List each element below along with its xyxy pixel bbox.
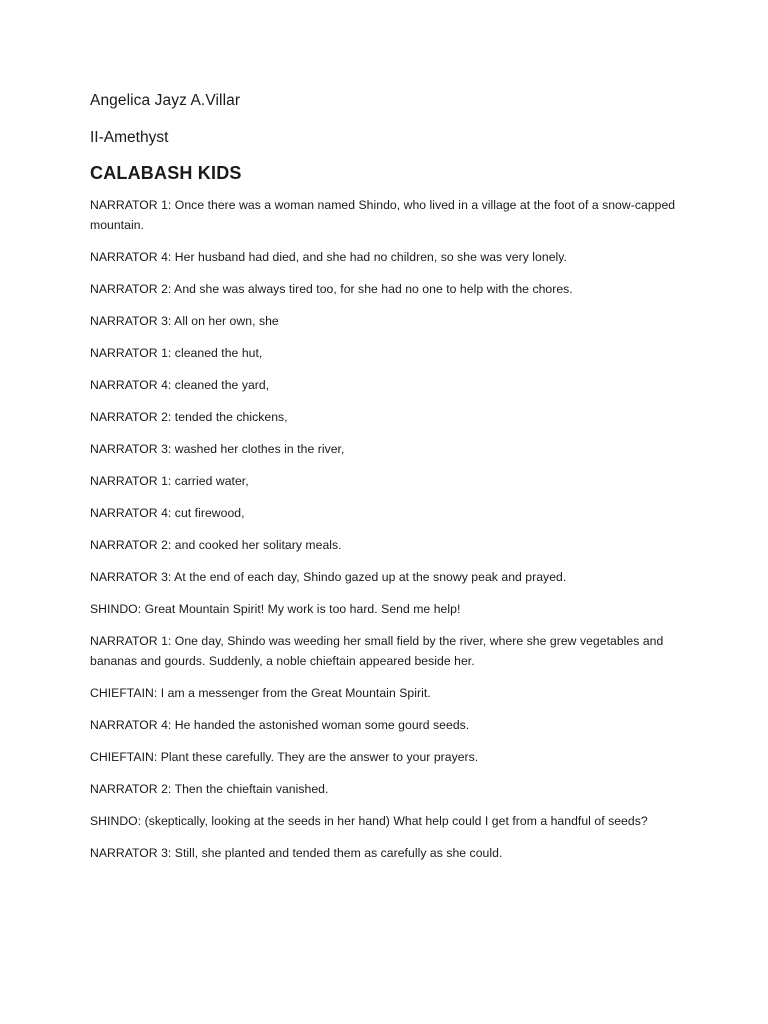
script-line [90, 567, 690, 587]
script-line [90, 747, 690, 767]
speaker-label: SHINDO: [90, 814, 142, 828]
script-line [90, 471, 690, 491]
speaker-label: NARRATOR 3: [90, 314, 172, 328]
line-text: Still, she planted and tended them as carefully as she could. [171, 846, 503, 860]
speaker-label: NARRATOR 4: [90, 506, 172, 520]
document-title: CALABASH KIDS [90, 163, 242, 183]
speaker-label: NARRATOR 1: [90, 634, 172, 648]
speaker-label: NARRATOR 1: [90, 198, 172, 212]
speaker-label: NARRATOR 1: [90, 346, 172, 360]
speaker-label: SHINDO: [90, 602, 142, 616]
script-line [90, 779, 690, 799]
speaker-label: NARRATOR 3: [90, 570, 172, 584]
line-text: He handed the astonished woman some gourd seeds. [171, 718, 470, 732]
line-text: One day, Shindo was weeding her small field by the river, where she grew vegetables and bananas and gourds. Suddenly, a noble chieftain appeared beside her. [90, 634, 664, 668]
line-text: All on her own, she [171, 314, 279, 328]
speaker-label: CHIEFTAIN: [90, 686, 158, 700]
document-body [90, 90, 690, 875]
speaker-label: NARRATOR 3: [90, 442, 172, 456]
speaker-label: CHIEFTAIN: [90, 750, 158, 764]
script-line [90, 599, 690, 619]
speaker-label: NARRATOR 2: [90, 410, 172, 424]
class-section: II-Amethyst [90, 129, 169, 146]
script-line [90, 683, 690, 703]
script-line [90, 631, 690, 671]
line-text: At the end of each day, Shindo gazed up at the snowy peak and prayed. [171, 570, 567, 584]
line-text: Once there was a woman named Shindo, who lived in a village at the foot of a snow-capped mountain. [90, 198, 676, 232]
speaker-label: NARRATOR 2: [90, 538, 172, 552]
line-text: Plant these carefully. They are the answer to your prayers. [157, 750, 479, 764]
line-text: cut firewood, [171, 506, 245, 520]
line-text: Then the chieftain vanished. [171, 782, 329, 796]
line-text: Great Mountain Spirit! My work is too hard. Send me help! [141, 602, 461, 616]
line-text: cleaned the hut, [171, 346, 263, 360]
line-text: (skeptically, looking at the seeds in her hand) What help could I get from a handful of seeds? [141, 814, 648, 828]
speaker-label: NARRATOR 1: [90, 474, 172, 488]
script-line [90, 279, 690, 299]
line-text: I am a messenger from the Great Mountain Spirit. [157, 686, 431, 700]
speaker-label: NARRATOR 4: [90, 718, 172, 732]
speaker-label: NARRATOR 2: [90, 782, 172, 796]
speaker-label: NARRATOR 4: [90, 250, 172, 264]
script-line [90, 407, 690, 427]
script-line [90, 439, 690, 459]
line-text: And she was always tired too, for she had no one to help with the chores. [171, 282, 573, 296]
line-text: cleaned the yard, [171, 378, 270, 392]
line-text: carried water, [171, 474, 249, 488]
script-line [90, 375, 690, 395]
script-lines [90, 195, 690, 863]
script-line [90, 343, 690, 363]
line-text: tended the chickens, [171, 410, 288, 424]
script-line [90, 715, 690, 735]
speaker-label: NARRATOR 2: [90, 282, 172, 296]
script-line [90, 811, 690, 831]
script-line [90, 311, 690, 331]
speaker-label: NARRATOR 3: [90, 846, 172, 860]
line-text: washed her clothes in the river, [171, 442, 345, 456]
author-name: Angelica Jayz A.Villar [90, 92, 241, 109]
script-line [90, 503, 690, 523]
script-line [90, 535, 690, 555]
script-line [90, 247, 690, 267]
speaker-label: NARRATOR 4: [90, 378, 172, 392]
line-text: and cooked her solitary meals. [171, 538, 342, 552]
script-line [90, 195, 690, 235]
line-text: Her husband had died, and she had no children, so she was very lonely. [171, 250, 567, 264]
script-line [90, 843, 690, 863]
